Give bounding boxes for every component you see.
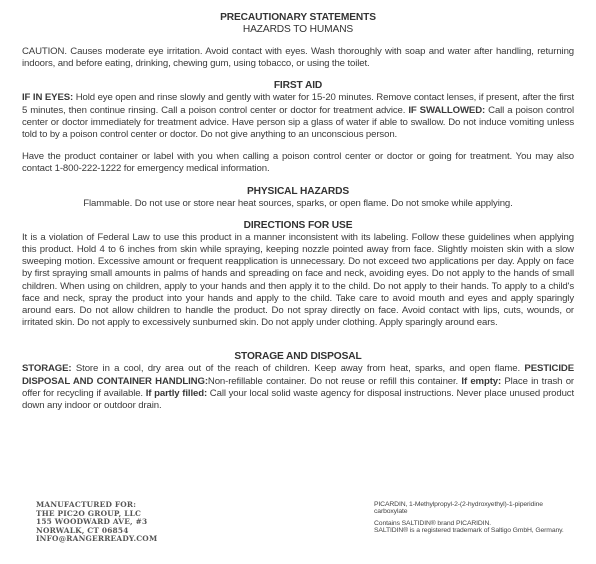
if-empty-label: If empty:: [461, 375, 502, 387]
physical-hazards-text: Flammable. Do not use or store near heat sources, sparks, or open flame. Do not smoke while applying.: [83, 197, 513, 209]
caution-statement: CAUTION. Causes moderate eye irritation. Avoid contact with eyes. Wash thoroughly with soap and water after handling, returning indoors, and before eating, drinking, chewing gum, using tobacco, or using the toilet.: [22, 46, 574, 70]
if-in-eyes-text: Hold eye open and rinse slowly and gently with water for 15-20 minutes. Remove contact lenses, if present, after the first 5 minutes, then continue rinsing. Call a poison control center or doctor for treatment advice.: [22, 92, 574, 116]
if-swallowed-label: IF SWALLOWED:: [408, 104, 486, 116]
saltidin-contains: Contains SALTIDIN® brand PICARIDIN.: [374, 519, 492, 527]
ingredient-name: PICARDIN, 1-Methylpropyl-2-(2-hydroxyethyl)-1-piperidine carboxylate: [374, 501, 543, 516]
container-note: Have the product container or label with you when calling a poison control center or doctor or going for treatment. You may also contact 1-800-222-1222 for emergency medical information.: [22, 151, 574, 175]
precautionary-title: PRECAUTIONARY STATEMENTS: [220, 12, 376, 23]
directions-text: It is a violation of Federal Law to use this product in a manner inconsistent with its labeling. Follow these guidelines when applying this product. Hold 4 to 6 inches from skin while spraying, keeping nozzle pointed away from face. Slightly moisten skin with a slow sweeping motion. Excessive amount or frequent reapplication is unnecessary. Do not exceed two applications per day. Apply on face by first spraying small amounts in palms of hands and spreading on face and neck, avoiding eyes. Do not apply to the hands of small children. When using on children, apply to your hands and then apply it to the child. Do not apply to their hands. To apply to a child's face and neck, spray the product into your hands and apply to the child. Take care to avoid mouth and eyes and apply sparingly around ears. Do not allow children to handle the product. Do not spray directly on face. Avoid contact with lips, cuts, wounds, or irritated skin. Do not apply to excessively sunburned skin. Do not apply under clothing. Apply sparingly around ears.: [22, 231, 574, 329]
manufacturer-line: 155 WOODWARD AVE, #3: [36, 517, 148, 527]
storage-label: STORAGE:: [22, 363, 72, 375]
storage-title: STORAGE AND DISPOSAL: [234, 351, 362, 363]
ingredient-block: [374, 501, 574, 544]
manufacturer-email: INFO@RANGERREADY.COM: [36, 534, 158, 544]
disposal-text: Non-refillable container. Do not reuse or refill this container.: [207, 375, 462, 387]
storage-disposal-text: [22, 363, 574, 412]
hazards-subtitle: HAZARDS TO HUMANS: [242, 24, 354, 35]
manufacturer-line: THE PIC2O GROUP, LLC: [36, 508, 142, 518]
label-footer: [36, 501, 574, 544]
if-swallowed-text: Call a poison control center or doctor immediately for treatment advice. Have person sip a glass of water if able to swallow. Do not induce vomiting unless told to by a poison control center or doctor. Do not give anything to an unconscious person.: [22, 104, 575, 141]
saltidin-trademark: SALTIDIN® is a registered trademark of Saltigo GmbH, Germany.: [374, 527, 564, 535]
if-in-eyes-label: IF IN EYES:: [22, 92, 74, 104]
manufacturer-line: NORWALK, CT 06854: [36, 525, 129, 535]
if-partly-filled-text: Call your local solid waste agency for disposal instructions. Never place unused product down any indoor or outdoor drain.: [22, 387, 575, 412]
manufacturer-line: MANUFACTURED FOR:: [36, 500, 137, 509]
manufacturer-block: [36, 501, 236, 544]
disposal-label: PESTICIDE DISPOSAL AND CONTAINER HANDLING:: [22, 363, 574, 387]
storage-text: Store in a cool, dry area out of the reach of children. Keep away from heat, sparks, and open flame.: [71, 363, 521, 375]
if-partly-filled-label: If partly filled:: [145, 387, 208, 399]
physical-hazards-title: PHYSICAL HAZARDS: [246, 185, 350, 197]
if-empty-text: Place in trash or offer for recycling if available.: [22, 375, 574, 399]
first-aid-title: FIRST AID: [273, 80, 323, 92]
first-aid-text: [22, 92, 574, 141]
directions-title: DIRECTIONS FOR USE: [243, 219, 353, 231]
